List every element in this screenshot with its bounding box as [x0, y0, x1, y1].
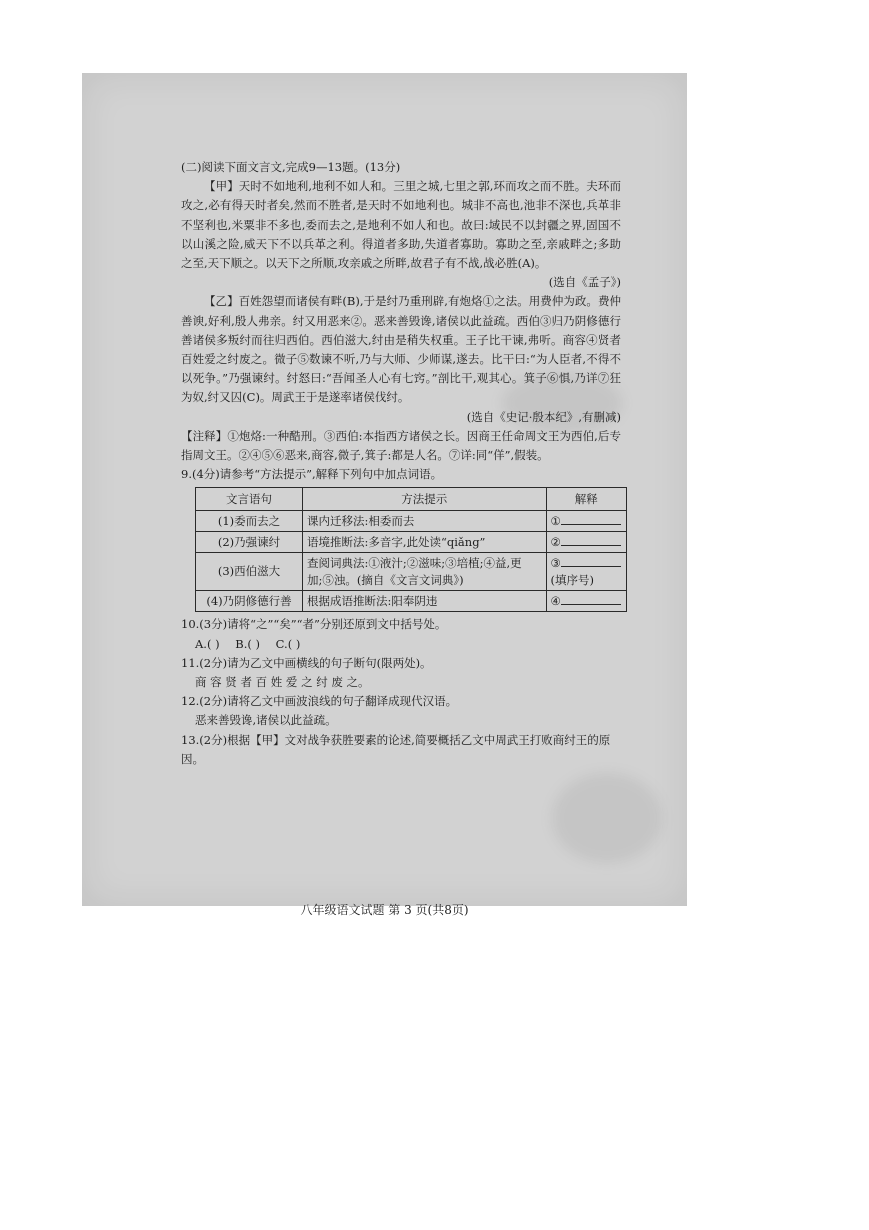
header-sentence: 文言语句 [196, 488, 303, 511]
answer-blank[interactable] [561, 533, 621, 546]
section-heading: (二)阅读下面文言文,完成9—13题。(13分) [181, 160, 401, 174]
exam-content [181, 158, 621, 769]
q13-prompt: 13.(2分)根据【甲】文对战争获胜要素的论述,简要概括乙文中周武王打败商纣王的原因。 [181, 732, 611, 766]
passage-a-source: (选自《孟子》) [548, 275, 621, 290]
q10-options [181, 635, 621, 654]
table-header-row [196, 488, 627, 511]
answer-cell[interactable] [546, 532, 627, 553]
answer-number: ② [550, 535, 561, 550]
row-sentence: (2)乃强谏纣 [196, 532, 303, 553]
row-hint: 根据成语推断法:阳奉阴违 [302, 591, 546, 612]
table-row [196, 591, 627, 612]
q10-option-a[interactable]: A.( ) [195, 636, 220, 651]
q12-sentence: 恶来善毁谗,诸侯以此益疏。 [195, 713, 337, 728]
q10-prompt: 10.(3分)请将“之”“矣”“者”分别还原到文中括号处。 [181, 617, 447, 632]
row-sentence: (3)西伯滋大 [196, 553, 303, 591]
q11-sentence: 商 容 贤 者 百 姓 爱 之 纣 废 之。 [195, 675, 370, 690]
scanned-page [82, 73, 687, 917]
passage-b: 【乙】百姓怨望而诸侯有畔(B),于是纣乃重刑辟,有炮烙①之法。用费仲为政。费仲善谀,好利,殷人弗亲。纣又用恶来②。恶来善毁谗,诸侯以此益疏。西伯③归乃阴修德行善诸侯多叛纣而往归西伯。西伯滋大,纣由是稍失权重。王子比干谏,弗听。商容④贤者百姓爱之纣废之。微子⑤数谏不听,乃与大师、少师谋,遂去。比干曰:“为人臣者,不得不以死争。”乃强谏纣。纣怒曰:“吾闻圣人心有七窍。”剖比干,观其心。箕子⑥惧,乃详⑦狂为奴,纣又囚(C)。周武王于是遂率诸侯伐纣。 [181, 294, 621, 405]
table-row [196, 511, 627, 532]
q10-option-b[interactable]: B.( ) [235, 636, 260, 651]
header-answer: 解释 [546, 488, 627, 511]
row-sentence: (1)委而去之 [196, 511, 303, 532]
answer-cell[interactable] [546, 553, 627, 591]
answer-blank[interactable] [561, 592, 621, 605]
q10-option-c[interactable]: C.( ) [275, 636, 301, 651]
answer-blank[interactable] [561, 554, 621, 567]
row-hint: 课内迁移法:相委而去 [302, 511, 546, 532]
table-row [196, 532, 627, 553]
answer-cell[interactable] [546, 591, 627, 612]
scan-smudge [552, 773, 662, 863]
answer-cell[interactable] [546, 511, 627, 532]
answer-note: (填序号) [550, 573, 594, 588]
answer-number: ④ [550, 594, 561, 609]
row-sentence: (4)乃阴修德行善 [196, 591, 303, 612]
q9-table [195, 487, 627, 612]
passage-a: 【甲】天时不如地利,地利不如人和。三里之城,七里之郭,环而攻之而不胜。夫环而攻之,必有得天时者矣,然而不胜者,是天时不如地利也。城非不高也,池非不深也,兵革非不坚利也,米粟非不多也,委而去之,是地利不如人和也。故曰:域民不以封疆之界,固国不以山溪之险,威天下不以兵革之利。得道者多助,失道者寡助。寡助之至,亲戚畔之;多助之至,天下顺之。以天下之所顺,攻亲戚之所畔,故君子有不战,战必胜(A)。 [181, 179, 621, 271]
notes: 【注释】①炮烙:一种酷刑。③西伯:本指西方诸侯之长。因商王任命周文王为西伯,后专指周文王。②④⑤⑥恶来,商容,微子,箕子:都是人名。⑦详:同“佯”,假装。 [181, 428, 621, 463]
page-footer: 八年级语文试题 第 3 页(共8页) [300, 903, 469, 917]
answer-number: ③ [550, 556, 561, 571]
answer-blank[interactable] [561, 512, 621, 525]
passage-b-source: (选自《史记·殷本纪》,有删减) [466, 409, 621, 424]
table-row [196, 553, 627, 591]
row-hint: 语境推断法:多音字,此处读“qiǎng” [302, 532, 546, 553]
row-hint: 查阅词典法:①液汁;②滋味;③培植;④益,更加;⑤浊。(摘自《文言文词典》) [302, 553, 546, 591]
answer-number: ① [550, 514, 561, 529]
q12-prompt: 12.(2分)请将乙文中画波浪线的句子翻译成现代汉语。 [181, 694, 458, 709]
q9-prompt: 9.(4分)请参考“方法提示”,解释下列句中加点词语。 [181, 467, 443, 482]
header-hint: 方法提示 [302, 488, 546, 511]
q11-prompt: 11.(2分)请为乙文中画横线的句子断句(限两处)。 [181, 655, 432, 670]
